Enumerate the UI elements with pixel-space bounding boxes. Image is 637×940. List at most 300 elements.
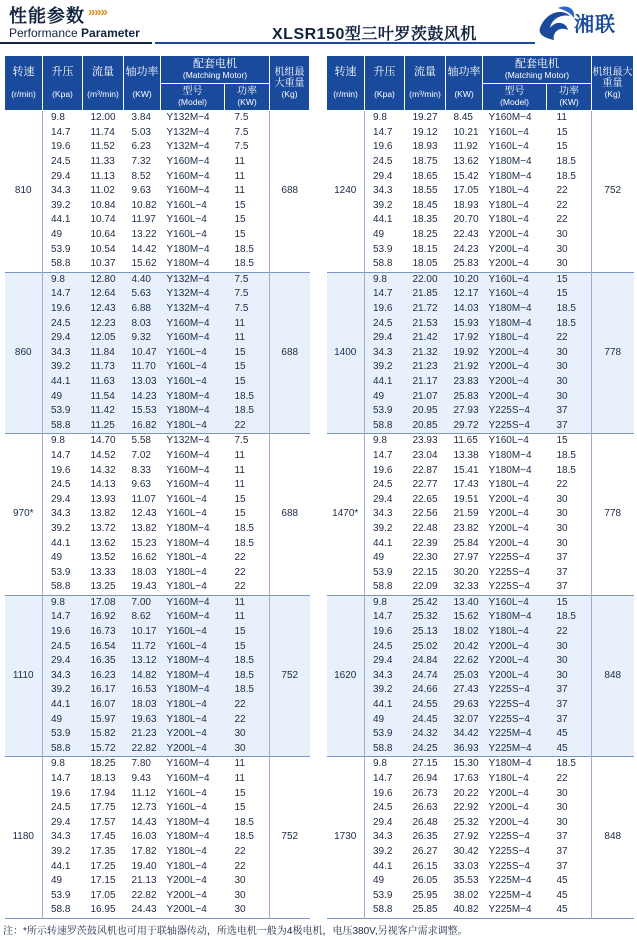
motor-model-cell: Y160M−4 <box>166 185 210 197</box>
shaft-power-cell: 22.43 <box>453 229 479 241</box>
table-row <box>5 434 310 449</box>
motor-model-cell: Y160L−4 <box>161 625 225 640</box>
flow-cell: 21.85 <box>405 287 446 302</box>
motor-model-cell: Y225S−4 <box>488 845 530 857</box>
motor-power-cell: 22 <box>225 712 270 727</box>
flow-cell: 16.54 <box>83 639 124 654</box>
flow-cell: 25.13 <box>405 625 446 640</box>
flow-cell: 16.73 <box>83 625 124 640</box>
motor-power-cell: 11 <box>234 185 245 197</box>
shaft-power-cell: 16.03 <box>131 831 157 843</box>
pressure-cell: 19.6 <box>51 787 71 799</box>
shaft-power-cell: 30.20 <box>453 566 479 578</box>
motor-power-cell: 11 <box>225 610 270 625</box>
pressure-cell: 58.8 <box>43 742 83 757</box>
flow-cell: 12.64 <box>83 287 124 302</box>
shaft-power-cell: 22.82 <box>131 889 157 901</box>
shaft-power-cell: 27.43 <box>446 683 483 698</box>
shaft-power-cell: 11.07 <box>131 493 156 505</box>
shaft-power-cell: 27.97 <box>453 552 479 564</box>
motor-power-cell: 18.5 <box>556 449 576 461</box>
pressure-cell: 49 <box>51 875 63 887</box>
motor-power-cell: 37 <box>547 698 592 713</box>
table-row <box>5 727 310 742</box>
flow-cell: 10.37 <box>90 258 116 270</box>
flow-cell: 22.56 <box>412 508 438 520</box>
chevrons-icon: »»» <box>88 4 107 19</box>
pressure-cell: 49 <box>51 552 63 564</box>
shaft-power-cell: 6.88 <box>124 302 161 317</box>
motor-power-cell: 11 <box>234 156 245 168</box>
shaft-power-cell: 38.02 <box>453 889 479 901</box>
table-row <box>5 126 310 141</box>
motor-power-cell: 22 <box>556 199 568 211</box>
table-row <box>5 404 310 419</box>
flow-cell: 10.74 <box>90 214 116 226</box>
flow-cell: 13.82 <box>90 508 116 520</box>
table-row <box>327 169 634 184</box>
table-row <box>5 140 310 155</box>
motor-model-cell: Y180M−4 <box>161 404 225 419</box>
flow-cell: 26.73 <box>412 787 438 799</box>
motor-power-cell: 7.5 <box>234 141 249 153</box>
pressure-cell: 58.8 <box>373 581 393 593</box>
table-row <box>5 228 310 243</box>
motor-model-cell: Y200L−4 <box>483 389 547 404</box>
motor-model-cell: Y160M−4 <box>161 757 225 772</box>
table-row <box>327 272 634 287</box>
pressure-cell: 58.8 <box>365 418 405 433</box>
table-row <box>327 551 634 566</box>
motor-power-cell: 7.5 <box>225 302 270 317</box>
flow-cell: 21.17 <box>405 375 446 390</box>
shaft-power-cell: 8.52 <box>131 170 151 182</box>
flow-cell: 19.12 <box>412 126 438 138</box>
pressure-cell: 49 <box>43 712 83 727</box>
pressure-cell: 39.2 <box>365 683 405 698</box>
motor-power-cell: 15 <box>234 493 246 505</box>
pressure-cell: 49 <box>373 875 385 887</box>
header-weight: 机组最大重量 (Kg) <box>592 56 634 111</box>
motor-power-cell: 18.5 <box>556 156 576 168</box>
motor-model-cell: Y160M−4 <box>166 464 210 476</box>
table-row <box>5 845 310 860</box>
pressure-cell: 34.3 <box>43 346 83 361</box>
weight-cell: 752 <box>270 595 310 757</box>
table-row <box>327 742 634 757</box>
flow-cell: 16.35 <box>83 654 124 669</box>
motor-power-cell: 18.5 <box>234 537 254 549</box>
pressure-cell: 9.8 <box>43 111 83 126</box>
flow-cell: 11.74 <box>90 126 115 138</box>
pressure-cell: 53.9 <box>373 243 393 255</box>
motor-power-cell: 30 <box>234 904 246 916</box>
shaft-power-cell: 11.65 <box>446 434 483 449</box>
motor-power-cell: 11 <box>225 331 270 346</box>
pressure-cell: 19.6 <box>51 464 71 476</box>
shaft-power-cell: 11.92 <box>453 141 478 153</box>
table-row <box>5 816 310 831</box>
header-weight: 机组最大重量 (Kg) <box>270 56 310 111</box>
motor-power-cell: 15 <box>234 802 246 814</box>
pressure-cell: 9.8 <box>365 111 405 126</box>
flow-cell: 26.27 <box>412 845 438 857</box>
motor-power-cell: 37 <box>547 418 592 433</box>
flow-cell: 20.85 <box>405 418 446 433</box>
table-row <box>327 727 634 742</box>
table-body-right <box>327 111 634 919</box>
flow-cell: 21.72 <box>405 302 446 317</box>
motor-model-cell: Y180M−4 <box>161 654 225 669</box>
table-row <box>327 683 634 698</box>
shaft-power-cell: 21.59 <box>453 508 479 520</box>
table-row <box>327 257 634 272</box>
flow-cell: 17.75 <box>90 802 116 814</box>
table-row <box>5 625 310 640</box>
motor-power-cell: 15 <box>225 360 270 375</box>
motor-power-cell: 15 <box>547 595 592 610</box>
motor-model-cell: Y200L−4 <box>166 889 207 901</box>
flow-cell: 11.54 <box>83 389 124 404</box>
flow-cell: 17.08 <box>83 595 124 610</box>
table-row <box>327 565 634 580</box>
shaft-power-cell: 10.47 <box>124 346 161 361</box>
flow-cell: 11.13 <box>90 170 115 182</box>
flow-cell: 10.84 <box>90 199 116 211</box>
motor-power-cell: 11 <box>234 479 245 491</box>
shaft-power-cell: 5.63 <box>124 287 161 302</box>
motor-model-cell: Y180M−4 <box>483 316 547 331</box>
pressure-cell: 39.2 <box>373 522 393 534</box>
flow-cell: 26.48 <box>412 816 438 828</box>
shaft-power-cell: 16.82 <box>124 418 161 433</box>
shaft-power-cell: 22.82 <box>124 742 161 757</box>
pressure-cell: 24.5 <box>365 316 405 331</box>
table-row <box>327 478 634 493</box>
section-title-en <box>9 26 140 40</box>
table-row <box>5 375 310 390</box>
motor-power-cell: 18.5 <box>225 404 270 419</box>
table-row <box>327 418 634 433</box>
speed-cell: 1620 <box>327 595 365 757</box>
pressure-cell: 19.6 <box>365 625 405 640</box>
table-row <box>5 302 310 317</box>
table-row <box>327 199 634 214</box>
speed-cell: 970* <box>5 434 43 596</box>
table-row <box>327 389 634 404</box>
pressure-cell: 24.5 <box>365 639 405 654</box>
motor-model-cell: Y225S−4 <box>488 831 530 843</box>
table-row <box>5 199 310 214</box>
speed-cell: 1730 <box>327 757 365 919</box>
flow-cell: 11.63 <box>83 375 124 390</box>
motor-power-cell: 15 <box>556 141 568 153</box>
table-row <box>5 242 310 257</box>
flow-cell: 22.15 <box>412 566 438 578</box>
pressure-cell: 44.1 <box>365 375 405 390</box>
motor-model-cell: Y180M−4 <box>166 258 210 270</box>
pressure-cell: 49 <box>51 229 63 241</box>
pressure-cell: 39.2 <box>51 522 71 534</box>
shaft-power-cell: 25.32 <box>453 816 479 828</box>
motor-model-cell: Y200L−4 <box>161 742 225 757</box>
motor-model-cell: Y225S−4 <box>488 581 530 593</box>
weight-cell: 752 <box>592 111 634 273</box>
shaft-power-cell: 19.40 <box>131 860 157 872</box>
motor-power-cell: 18.5 <box>225 389 270 404</box>
pressure-cell: 9.8 <box>43 434 83 449</box>
motor-model-cell: Y160M−4 <box>161 595 225 610</box>
pressure-cell: 34.3 <box>365 669 405 684</box>
shaft-power-cell: 22.62 <box>446 654 483 669</box>
motor-model-cell: Y132M−4 <box>161 287 225 302</box>
motor-model-cell: Y180M−4 <box>161 683 225 698</box>
pressure-cell: 34.3 <box>43 669 83 684</box>
table-row <box>5 257 310 272</box>
shaft-power-cell: 15.42 <box>453 170 479 182</box>
pressure-cell: 44.1 <box>43 698 83 713</box>
table-row <box>5 316 310 331</box>
pressure-cell: 29.4 <box>43 331 83 346</box>
pressure-cell: 24.5 <box>43 316 83 331</box>
motor-power-cell: 22 <box>556 479 568 491</box>
motor-model-cell: Y132M−4 <box>161 434 225 449</box>
motor-power-cell: 37 <box>556 860 568 872</box>
motor-power-cell: 37 <box>547 712 592 727</box>
motor-power-cell: 45 <box>556 904 568 916</box>
pressure-cell: 29.4 <box>373 493 393 505</box>
table-row <box>327 492 634 507</box>
flow-cell: 22.30 <box>412 552 438 564</box>
speed-cell: 1470* <box>327 434 365 596</box>
shaft-power-cell: 22.92 <box>453 802 479 814</box>
table-row <box>327 830 634 845</box>
motor-model-cell: Y180M−4 <box>166 816 210 828</box>
pressure-cell: 58.8 <box>51 581 71 593</box>
motor-model-cell: Y180M−4 <box>488 449 532 461</box>
pressure-cell: 24.5 <box>373 156 393 168</box>
flow-cell: 10.64 <box>90 229 116 241</box>
motor-model-cell: Y160M−4 <box>161 331 225 346</box>
table-row <box>5 492 310 507</box>
table-row <box>5 639 310 654</box>
pressure-cell: 9.8 <box>365 595 405 610</box>
pressure-cell: 9.8 <box>365 272 405 287</box>
pressure-cell: 58.8 <box>365 742 405 757</box>
table-row <box>5 712 310 727</box>
pressure-cell: 34.3 <box>365 346 405 361</box>
header-shaft-power: 轴功率 (KW) <box>124 56 161 111</box>
motor-power-cell: 11 <box>234 449 245 461</box>
pressure-cell: 19.6 <box>373 141 393 153</box>
motor-model-cell: Y160L−4 <box>483 434 547 449</box>
shaft-power-cell: 7.80 <box>124 757 161 772</box>
motor-model-cell: Y180M−4 <box>488 170 532 182</box>
motor-power-cell: 22 <box>234 552 246 564</box>
motor-model-cell: Y132M−4 <box>161 302 225 317</box>
flow-cell: 26.15 <box>412 860 438 872</box>
shaft-power-cell: 8.03 <box>124 316 161 331</box>
motor-power-cell: 22 <box>556 773 568 785</box>
motor-model-cell: Y132M−4 <box>161 272 225 287</box>
motor-model-cell: Y200L−4 <box>488 802 529 814</box>
motor-power-cell: 15 <box>225 639 270 654</box>
shaft-power-cell: 33.03 <box>453 860 479 872</box>
motor-power-cell: 22 <box>556 214 568 226</box>
table-row <box>5 610 310 625</box>
page-header <box>0 0 637 46</box>
weight-cell: 848 <box>592 757 634 919</box>
motor-power-cell: 15 <box>234 787 246 799</box>
shaft-power-cell: 14.82 <box>124 669 161 684</box>
shaft-power-cell: 3.84 <box>124 111 161 126</box>
motor-model-cell: Y160L−4 <box>161 346 225 361</box>
pressure-cell: 53.9 <box>51 243 71 255</box>
shaft-power-cell: 25.83 <box>446 389 483 404</box>
pressure-cell: 44.1 <box>51 537 71 549</box>
table-row <box>5 859 310 874</box>
pressure-cell: 29.4 <box>373 170 393 182</box>
pressure-cell: 44.1 <box>51 214 71 226</box>
flow-cell: 19.27 <box>405 111 446 126</box>
shaft-power-cell: 19.43 <box>131 581 157 593</box>
weight-cell: 688 <box>270 272 310 434</box>
table-row <box>5 155 310 170</box>
motor-model-cell: Y160L−4 <box>161 375 225 390</box>
shaft-power-cell: 18.03 <box>131 566 157 578</box>
motor-model-cell: Y225M−4 <box>488 904 532 916</box>
flow-cell: 22.65 <box>412 493 438 505</box>
pressure-cell: 44.1 <box>43 375 83 390</box>
motor-model-cell: Y200L−4 <box>166 875 207 887</box>
motor-model-cell: Y200L−4 <box>488 787 529 799</box>
table-row <box>327 242 634 257</box>
flow-cell: 11.73 <box>83 360 124 375</box>
section-title-en-bold: Parameter <box>81 26 140 40</box>
flow-cell: 16.07 <box>83 698 124 713</box>
motor-power-cell: 30 <box>225 727 270 742</box>
shaft-power-cell: 34.42 <box>446 727 483 742</box>
motor-model-cell: Y225S−4 <box>488 552 530 564</box>
motor-power-cell: 15 <box>225 625 270 640</box>
motor-model-cell: Y180M−4 <box>488 464 532 476</box>
motor-power-cell: 18.5 <box>225 669 270 684</box>
flow-cell: 12.23 <box>83 316 124 331</box>
motor-power-cell: 7.5 <box>225 111 270 126</box>
motor-model-cell: Y160L−4 <box>166 199 207 211</box>
flow-cell: 18.05 <box>412 258 438 270</box>
flow-cell: 15.82 <box>83 727 124 742</box>
table-row <box>5 478 310 493</box>
table-row <box>5 669 310 684</box>
motor-model-cell: Y180L−4 <box>161 712 225 727</box>
pressure-cell: 9.8 <box>43 272 83 287</box>
shaft-power-cell: 19.92 <box>446 346 483 361</box>
motor-power-cell: 30 <box>234 889 246 901</box>
table-row <box>327 595 634 610</box>
table-row <box>327 669 634 684</box>
flow-cell: 16.23 <box>83 669 124 684</box>
pressure-cell: 49 <box>373 552 385 564</box>
motor-model-cell: Y180M−4 <box>166 522 210 534</box>
table-row <box>327 184 634 199</box>
shaft-power-cell: 12.73 <box>131 802 157 814</box>
flow-cell: 16.92 <box>83 610 124 625</box>
shaft-power-cell: 25.83 <box>453 258 479 270</box>
shaft-power-cell: 10.21 <box>453 126 479 138</box>
flow-cell: 23.93 <box>405 434 446 449</box>
pressure-cell: 19.6 <box>51 141 71 153</box>
shaft-power-cell: 15.30 <box>446 757 483 772</box>
motor-model-cell: Y225M−4 <box>488 875 532 887</box>
flow-cell: 11.52 <box>90 141 115 153</box>
pressure-cell: 53.9 <box>365 727 405 742</box>
shaft-power-cell: 27.92 <box>453 831 479 843</box>
shaft-power-cell: 36.93 <box>446 742 483 757</box>
pressure-cell: 58.8 <box>373 904 393 916</box>
table-row <box>5 418 310 433</box>
table-row <box>5 801 310 816</box>
flow-cell: 25.42 <box>405 595 446 610</box>
flow-cell: 24.66 <box>405 683 446 698</box>
motor-model-cell: Y200L−4 <box>483 360 547 375</box>
shaft-power-cell: 7.02 <box>131 449 151 461</box>
table-row <box>327 360 634 375</box>
pressure-cell: 49 <box>43 389 83 404</box>
flow-cell: 17.05 <box>90 889 116 901</box>
motor-power-cell: 37 <box>556 552 568 564</box>
table-row <box>327 155 634 170</box>
weight-cell: 688 <box>270 111 310 273</box>
flow-cell: 21.07 <box>405 389 446 404</box>
pressure-cell: 44.1 <box>365 698 405 713</box>
pressure-cell: 34.3 <box>51 831 71 843</box>
table-row <box>327 859 634 874</box>
motor-power-cell: 30 <box>556 229 568 241</box>
motor-power-cell: 30 <box>547 669 592 684</box>
weight-cell: 778 <box>592 272 634 434</box>
shaft-power-cell: 18.93 <box>453 199 479 211</box>
section-title-cn: 性能参数 <box>9 6 85 26</box>
shaft-power-cell: 8.45 <box>446 111 483 126</box>
pressure-cell: 19.6 <box>373 464 393 476</box>
motor-power-cell: 45 <box>547 742 592 757</box>
pressure-cell: 24.5 <box>51 802 71 814</box>
motor-model-cell: Y200L−4 <box>488 508 529 520</box>
table-row <box>327 316 634 331</box>
pressure-cell: 14.7 <box>43 287 83 302</box>
flow-cell: 18.35 <box>412 214 438 226</box>
motor-power-cell: 11 <box>234 170 245 182</box>
motor-power-cell: 30 <box>556 787 568 799</box>
pressure-cell: 29.4 <box>51 816 71 828</box>
pressure-cell: 44.1 <box>373 537 393 549</box>
table-row <box>5 654 310 669</box>
motor-model-cell: Y180L−4 <box>166 566 207 578</box>
table-row <box>5 580 310 595</box>
motor-power-cell: 11 <box>547 111 592 126</box>
motor-power-cell: 30 <box>556 816 568 828</box>
pressure-cell: 49 <box>365 389 405 404</box>
weight-cell: 752 <box>270 757 310 919</box>
motor-model-cell: Y160M−4 <box>483 111 547 126</box>
motor-power-cell: 37 <box>547 404 592 419</box>
pressure-cell: 39.2 <box>373 845 393 857</box>
header-pressure: 升压 (Kpa) <box>365 56 405 111</box>
motor-power-cell: 7.5 <box>225 287 270 302</box>
shaft-power-cell: 14.42 <box>131 243 157 255</box>
motor-power-cell: 7.5 <box>234 126 249 138</box>
